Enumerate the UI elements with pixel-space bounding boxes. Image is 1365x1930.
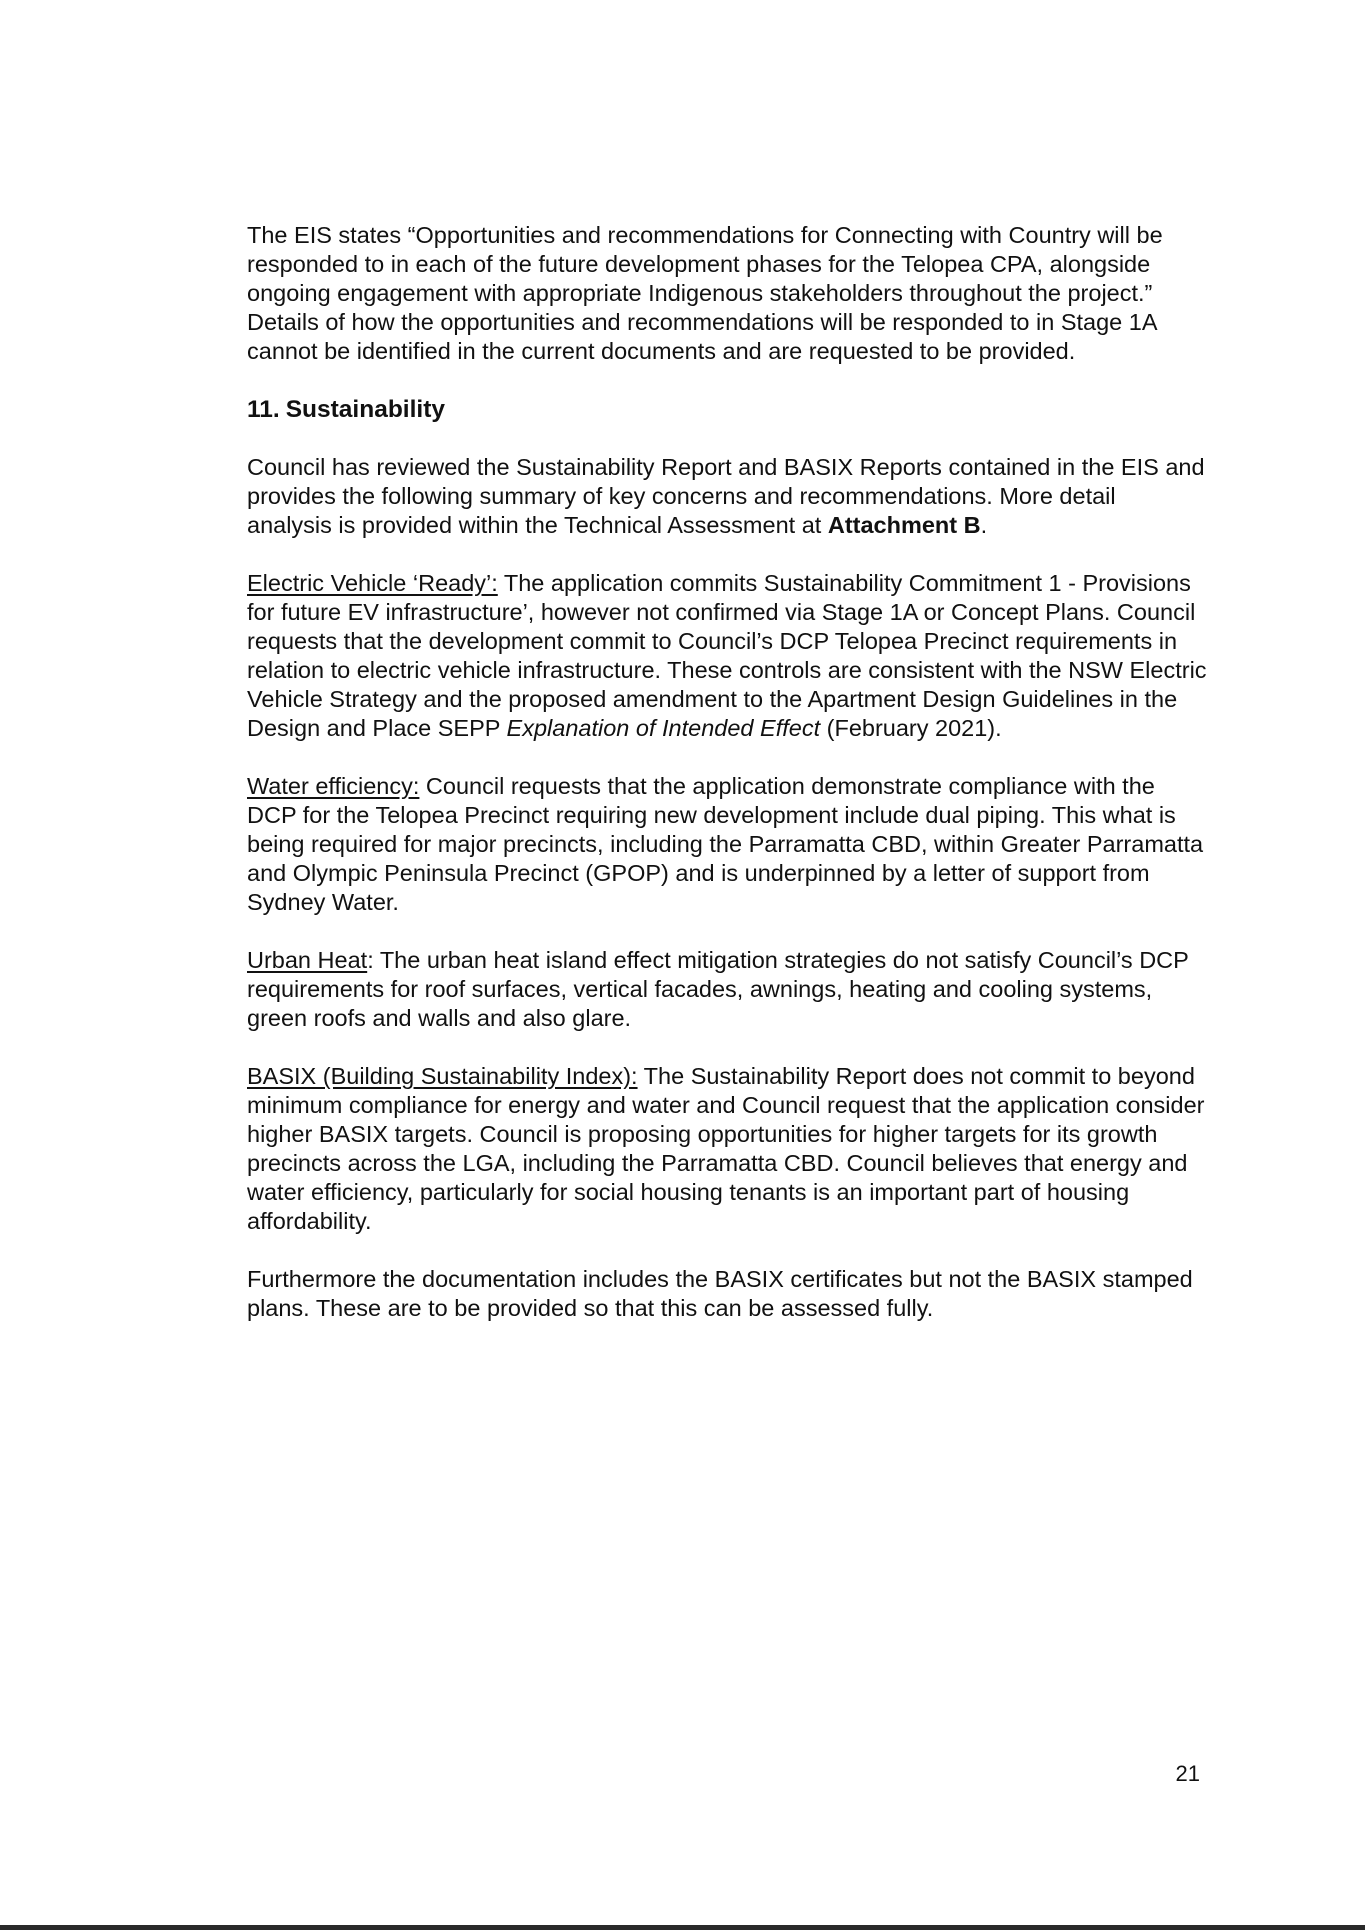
summary-text: Council has reviewed the Sustainability Report and BASIX Reports contained in the EIS and provides the following summary of key concerns and recommendations. More detail analysis is provided within the Technical Assessment at [247,454,1205,538]
heat-paragraph [247,946,1207,1033]
page-bottom-border [0,1925,1365,1930]
ev-end: (February 2021). [820,715,1002,741]
basix-text: The Sustainability Report does not commit to beyond minimum compliance for energy and water and Council request that the application consider higher BASIX targets. Council is proposing opportunities for higher targets for its growth precincts across the LGA, including the Parramatta CBD. Council believes that energy and water efficiency, particularly for social housing tenants is an important part of housing affordability. [247,1063,1205,1234]
page-number: 21 [1175,1761,1200,1786]
water-label: Water efficiency: [247,773,420,799]
summary-paragraph [247,453,1207,540]
section-title: Sustainability [285,396,446,423]
section-heading [247,395,1207,424]
ev-label: Electric Vehicle ‘Ready’: [247,570,498,596]
ev-paragraph [247,569,1207,743]
heat-text: : The urban heat island effect mitigation strategies do not satisfy Council’s DCP requirements for roof surfaces, vertical facades, awnings, heating and cooling systems, green roofs and walls and also glare. [247,947,1189,1031]
basix-paragraph [247,1062,1207,1236]
ev-text: The application commits Sustainability Commitment 1 - Provisions for future EV infrastructure’, however not confirmed via Stage 1A or Concept Plans. Council requests that the development commit to Council’s DCP Telopea Precinct requirements in relation to electric vehicle infrastructure. These controls are consistent with the NSW Electric Vehicle Strategy and the proposed amendment to the Apartment Design Guidelines in the Design and Place SEPP [247,570,1207,741]
water-paragraph [247,772,1207,917]
page-content [247,221,1207,1352]
intro-paragraph: The EIS states “Opportunities and recommendations for Connecting with Country will be responded to in each of the future development phases for the Telopea CPA, alongside ongoing engagement with appropriate Indigenous stakeholders throughout the project.” Details of how the opportunities and recommendations will be responded to in Stage 1A cannot be identified in the current documents and are requested to be provided. [247,222,1163,364]
section-number: 11. [247,396,280,423]
basix-label: BASIX (Building Sustainability Index): [247,1063,638,1089]
water-text: Council requests that the application demonstrate compliance with the DCP for the Telopea Precinct requiring new development include dual piping. This what is being required for major precincts, including the Parramatta CBD, within Greater Parramatta and Olympic Peninsula Precinct (GPOP) and is underpinned by a letter of support from Sydney Water. [247,773,1204,915]
heat-label: Urban Heat [247,947,368,973]
attachment-reference: Attachment B [827,512,981,538]
summary-end: . [980,512,988,538]
ev-italic-title: Explanation of Intended Effect [506,715,821,741]
closing-paragraph: Furthermore the documentation includes the BASIX certificates but not the BASIX stamped plans. These are to be provided so that this can be assessed fully. [247,1266,1193,1321]
